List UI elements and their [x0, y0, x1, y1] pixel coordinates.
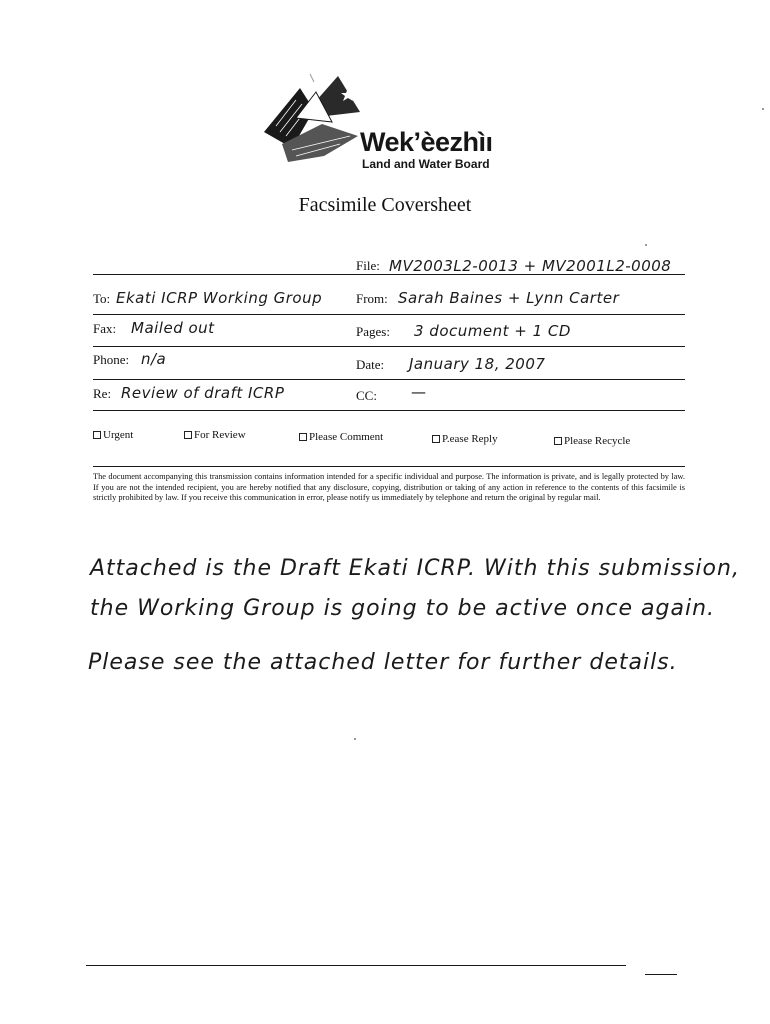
scan-speck: [645, 244, 647, 246]
scan-speck: [762, 108, 764, 110]
to-value: Ekati ICRP Working Group: [116, 289, 323, 307]
re-label: Re:: [93, 386, 112, 401]
from-value: Sarah Baines + Lynn Carter: [398, 289, 620, 307]
checkbox-for-review: [184, 428, 246, 442]
page-title: Facsimile Coversheet: [298, 194, 472, 216]
footer-rule-short: [645, 974, 677, 975]
file-value: MV2003L2-0013 + MV2001L2-0008: [389, 257, 672, 275]
date-label: Date:: [356, 357, 385, 372]
cc-value: —: [411, 383, 427, 401]
to-label: To:: [93, 291, 111, 306]
pages-label: Pages:: [356, 324, 390, 339]
pages-value: 3 document + 1 CD: [414, 322, 571, 340]
notice-top-rule: [93, 466, 685, 467]
to-from-rule: [93, 314, 685, 315]
confidentiality-notice: The document accompanying this transmission contains information intended for a specific individual and purpose. The information is private, and is legally protected by law. If you are not the intended recipient, you are hereby notified that any disclosure, copying, distribution or taking of any action in reference to the contents of this facsimile is strictly prohibited by law. If you receive this communication in error, please notify us immediately by telephone and return the original by regular mail.: [93, 472, 685, 502]
checkbox-label: P.ease Reply: [442, 433, 498, 445]
checkbox-please-recycle: [554, 434, 630, 448]
checkbox-box: [184, 431, 192, 439]
fax-label: Fax:: [93, 321, 117, 336]
from-label: From:: [356, 291, 388, 306]
fax-pages-rule: [93, 346, 685, 347]
fax-value: Mailed out: [131, 319, 215, 337]
checkbox-please-reply: [432, 432, 498, 446]
checkbox-box: [299, 433, 307, 441]
date-value: January 18, 2007: [409, 355, 546, 373]
message-line: Attached is the Draft Ekati ICRP. With this submission,: [90, 556, 740, 581]
footer-rule: [86, 965, 626, 966]
re-cc-rule: [93, 410, 685, 411]
scan-speck: [354, 738, 356, 740]
re-value: Review of draft ICRP: [121, 384, 285, 402]
phone-label: Phone:: [93, 352, 130, 367]
cc-label: CC:: [356, 388, 377, 403]
checkbox-box: [432, 435, 440, 443]
checkbox-label: Urgent: [103, 429, 134, 441]
phone-date-rule: [93, 379, 685, 380]
board-logo-icon: [262, 70, 360, 168]
checkbox-label: For Review: [194, 429, 246, 441]
checkbox-urgent: [93, 428, 133, 442]
file-label: File:: [356, 258, 380, 273]
checkbox-label: Please Comment: [309, 431, 384, 443]
message-line: Please see the attached letter for further details.: [88, 650, 678, 675]
organization-name: Wek’èezhìı: [360, 127, 493, 157]
organization-subtitle: Land and Water Board: [362, 157, 490, 171]
checkbox-label: Please Recycle: [564, 435, 631, 447]
message-line: the Working Group is going to be active once again.: [90, 596, 716, 621]
phone-value: n/a: [141, 350, 167, 368]
checkbox-please-comment: [299, 430, 383, 444]
checkbox-box: [554, 437, 562, 445]
file-rule: [93, 274, 685, 275]
checkbox-box: [93, 431, 101, 439]
